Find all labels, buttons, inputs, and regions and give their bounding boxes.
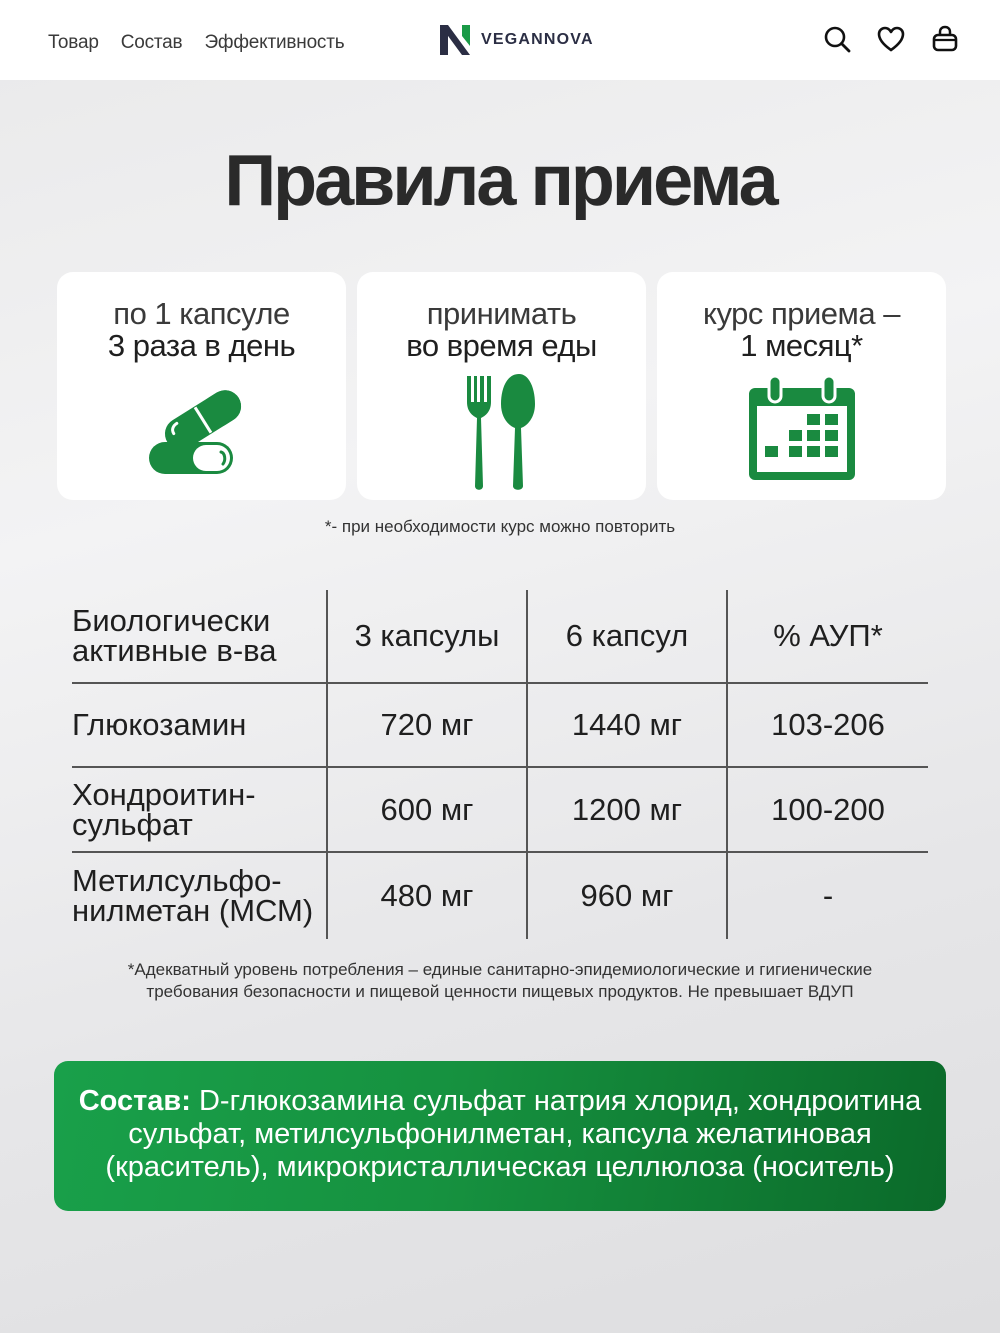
dosage-card [57, 272, 346, 500]
substance-name [72, 768, 326, 851]
logo-mark-icon [437, 22, 473, 58]
header-actions [822, 22, 960, 56]
nav-link-composition[interactable]: Состав [120, 32, 183, 53]
table-header-cell: 6 капсул [526, 590, 726, 682]
search-icon[interactable] [822, 22, 852, 56]
composition-label: Состав: [78, 1085, 191, 1117]
heart-icon[interactable] [876, 22, 906, 56]
table-cell: - [726, 853, 928, 939]
table-cell: 100-200 [726, 768, 928, 851]
top-header [0, 0, 1000, 80]
table-cell: 480 мг [326, 853, 526, 939]
name-line: Метилсульфо- [72, 863, 282, 898]
table-cell: 1200 мг [526, 768, 726, 851]
footnote-line: требования безопасности и пищевой ценности пищевых продуктов. Не превышает ВДУП [146, 982, 854, 1001]
main-nav [48, 32, 344, 54]
card-line1: принимать [426, 296, 577, 331]
aup-footnote [0, 959, 1000, 1003]
table-header-cell: % АУП* [726, 590, 928, 682]
header-line: Биологически [72, 603, 271, 638]
nav-link-product[interactable]: Товар [48, 32, 99, 53]
table-header-row [72, 590, 928, 684]
card-line2: 1 месяц* [740, 328, 863, 363]
course-note: *- при необходимости курс можно повторить [324, 517, 676, 536]
table-cell: 1440 мг [526, 684, 726, 766]
card-line1: курс приема – [703, 296, 900, 331]
card-line2: во время еды [406, 328, 597, 363]
name-line: Хондроитин- [72, 776, 256, 812]
table-header-cell: 3 капсулы [326, 590, 526, 682]
table-cell: 103-206 [726, 684, 928, 766]
table-row [72, 684, 928, 768]
dosage-cards [57, 272, 946, 500]
card-line1: по 1 капсуле [113, 296, 290, 331]
dosage-card [357, 272, 646, 500]
table-cell: 720 мг [326, 684, 526, 766]
substance-name [72, 853, 326, 939]
table-row [72, 768, 928, 853]
card-line2: 3 раза в день [107, 328, 296, 363]
table-cell: 600 мг [326, 768, 526, 851]
footnote-line: *Адекватный уровень потребления – единые санитарно-эпидемиологические и гигиенические [127, 960, 873, 979]
header-line: активные в-ва [72, 633, 277, 668]
page-title: Правила приема [224, 141, 776, 221]
brand-logo[interactable] [437, 22, 594, 58]
name-line: сульфат [72, 806, 193, 842]
composition-box [54, 1061, 946, 1211]
table-header-cell [72, 590, 326, 682]
composition-text: D-глюкозамина сульфат натрия хлорид, хондроитина сульфат, метилсульфонилметан, капсула желатиновая (краситель), микрокристаллическая целлюлоза (носитель) [105, 1085, 922, 1183]
table-cell: 960 мг [526, 853, 726, 939]
nutrient-table [72, 590, 928, 939]
name-line: нилметан (МСМ) [72, 893, 314, 928]
table-row [72, 853, 928, 939]
capsules-icon [57, 384, 346, 480]
substance-name [72, 684, 326, 766]
bag-icon[interactable] [930, 22, 960, 56]
dosage-card [657, 272, 946, 500]
nav-link-effectiveness[interactable]: Эффективность [204, 32, 345, 53]
calendar-icon [657, 374, 946, 482]
logo-text: VEGANNOVA [481, 31, 594, 48]
fork-spoon-icon [357, 372, 646, 494]
name-line: Глюкозамин [72, 707, 247, 742]
